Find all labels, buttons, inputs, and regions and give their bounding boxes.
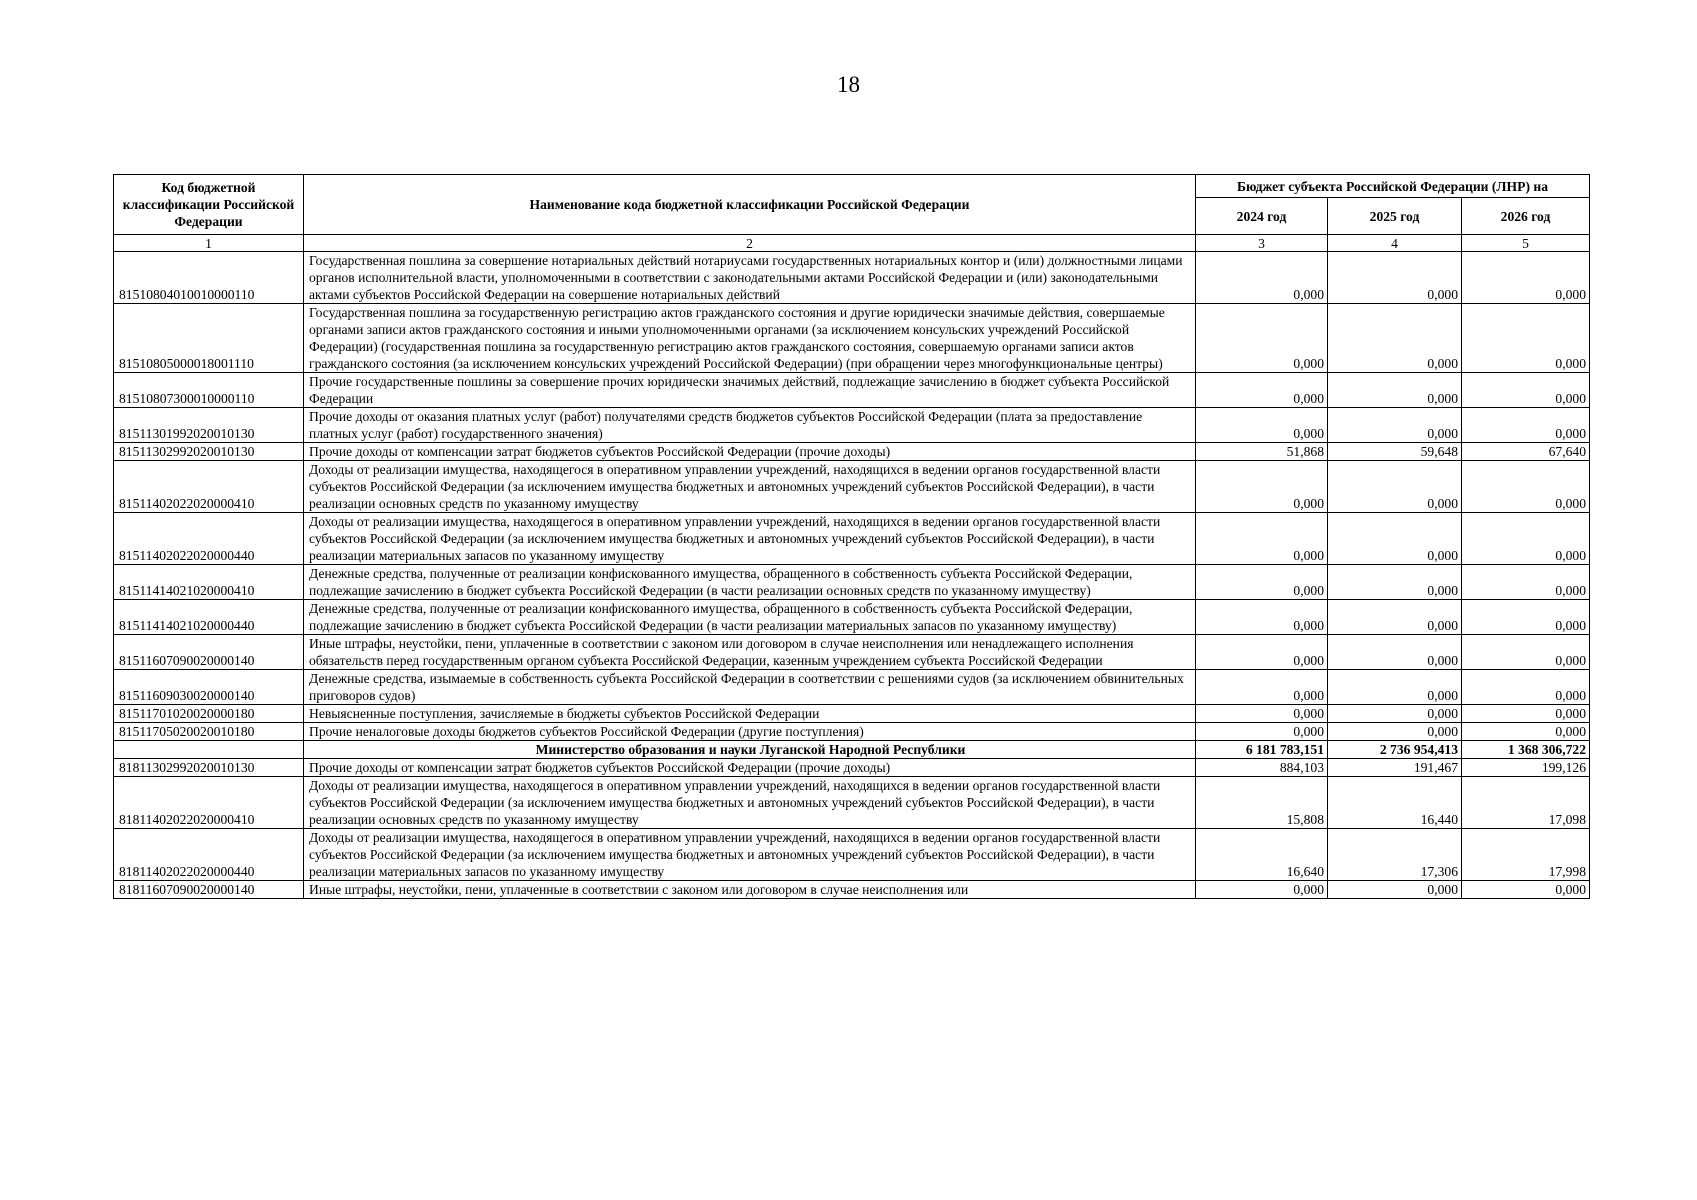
table-row [114, 373, 1590, 408]
row-value-2026: 0,000 [1462, 705, 1590, 723]
row-code: 81510804010010000110 [114, 252, 304, 304]
table-row [114, 600, 1590, 635]
row-name: Иные штрафы, неустойки, пени, уплаченные в соответствии с законом или договором в случае неисполнения или ненадлежащего исполнения обязательств перед государственным органом субъекта Российской Федерации, казенным учреждением субъекта Российской Федерации [304, 635, 1196, 670]
row-value-2025: 0,000 [1328, 373, 1462, 408]
row-value-2024: 0,000 [1196, 252, 1328, 304]
row-value-2026: 0,000 [1462, 565, 1590, 600]
column-number: 4 [1328, 235, 1462, 252]
header-year-2025: 2025 год [1328, 198, 1462, 235]
row-code: 81511705020020010180 [114, 723, 304, 741]
row-value-2025: 191,467 [1328, 759, 1462, 777]
row-code: 81511414021020000410 [114, 565, 304, 600]
row-value-2026: 0,000 [1462, 513, 1590, 565]
row-value-2024: 0,000 [1196, 705, 1328, 723]
table-row [114, 461, 1590, 513]
row-value-2024: 6 181 783,151 [1196, 741, 1328, 759]
row-name: Доходы от реализации имущества, находящегося в оперативном управлении учреждений, находящихся в ведении органов государственной власти субъектов Российской Федерации (за исключением имущества бюджетных и автономных учреждений субъектов Российской Федерации), в части реализации основных средств по указанному имуществу [304, 461, 1196, 513]
row-name [304, 881, 1196, 899]
row-name: Прочие неналоговые доходы бюджетов субъектов Российской Федерации (другие поступления) [304, 723, 1196, 741]
row-code: 81511402022020000410 [114, 461, 304, 513]
table-row [114, 759, 1590, 777]
column-number: 5 [1462, 235, 1590, 252]
row-code: 81811402022020000410 [114, 777, 304, 829]
row-value-2025: 16,440 [1328, 777, 1462, 829]
row-value-2025: 0,000 [1328, 461, 1462, 513]
row-value-2026: 0,000 [1462, 304, 1590, 373]
row-name: Невыясненные поступления, зачисляемые в бюджеты субъектов Российской Федерации [304, 705, 1196, 723]
row-name: Прочие доходы от компенсации затрат бюджетов субъектов Российской Федерации (прочие доходы) [304, 443, 1196, 461]
row-value-2024: 0,000 [1196, 565, 1328, 600]
row-value-2024: 0,000 [1196, 600, 1328, 635]
row-value-2026: 17,098 [1462, 777, 1590, 829]
row-value-2025: 0,000 [1328, 705, 1462, 723]
row-code: 81511701020020000180 [114, 705, 304, 723]
row-value-2026: 1 368 306,722 [1462, 741, 1590, 759]
row-name: Денежные средства, полученные от реализации конфискованного имущества, обращенного в собственность субъекта Российской Федерации, подлежащие зачислению в бюджет субъекта Российской Федерации (в части реализации основных средств по указанному имуществу) [304, 565, 1196, 600]
table-row [114, 252, 1590, 304]
row-code: 81511402022020000440 [114, 513, 304, 565]
table-row [114, 705, 1590, 723]
row-value-2024: 0,000 [1196, 723, 1328, 741]
table-row [114, 443, 1590, 461]
row-value-2025: 0,000 [1328, 635, 1462, 670]
row-code: 81811302992020010130 [114, 759, 304, 777]
table-row [114, 777, 1590, 829]
row-value-2026: 0,000 [1462, 373, 1590, 408]
row-code: 81511607090020000140 [114, 635, 304, 670]
budget-table [113, 174, 1590, 899]
row-value-2026: 199,126 [1462, 759, 1590, 777]
row-value-2024: 16,640 [1196, 829, 1328, 881]
header-code-column: Код бюджетной классификации Российской Федерации [114, 175, 304, 235]
row-value-2025: 0,000 [1328, 670, 1462, 705]
row-value-2026: 17,998 [1462, 829, 1590, 881]
row-value-2024: 0,000 [1196, 881, 1328, 899]
row-name: Доходы от реализации имущества, находящегося в оперативном управлении учреждений, находящихся в ведении органов государственной власти субъектов Российской Федерации (за исключением имущества бюджетных и автономных учреждений субъектов Российской Федерации), в части реализации материальных запасов по указанному имуществу [304, 513, 1196, 565]
row-name: Доходы от реализации имущества, находящегося в оперативном управлении учреждений, находящихся в ведении органов государственной власти субъектов Российской Федерации (за исключением имущества бюджетных и автономных учреждений субъектов Российской Федерации), в части реализации материальных запасов по указанному имуществу [304, 829, 1196, 881]
row-code: 81811402022020000440 [114, 829, 304, 881]
row-value-2026: 0,000 [1462, 408, 1590, 443]
row-code: 81510805000018001110 [114, 304, 304, 373]
page-number: 18 [837, 72, 860, 97]
row-value-2024: 0,000 [1196, 670, 1328, 705]
row-value-2024: 15,808 [1196, 777, 1328, 829]
row-value-2026: 0,000 [1462, 723, 1590, 741]
table-body [114, 252, 1590, 899]
table-row [114, 881, 1590, 899]
table-row [114, 408, 1590, 443]
row-value-2025: 0,000 [1328, 565, 1462, 600]
column-number: 3 [1196, 235, 1328, 252]
row-code: 81811607090020000140 [114, 881, 304, 899]
row-name: Государственная пошлина за совершение нотариальных действий нотариусами государственных нотариальных контор и (или) должностными лицами органов исполнительной власти, уполномоченными в соответствии с законодательными актами Российской Федерации и (или) законодательными актами субъектов Российской Федерации на совершение нотариальных действий [304, 252, 1196, 304]
section-row [114, 741, 1590, 759]
header-year-2024: 2024 год [1196, 198, 1328, 235]
table-row [114, 565, 1590, 600]
table-row [114, 670, 1590, 705]
table-row [114, 635, 1590, 670]
row-value-2024: 0,000 [1196, 373, 1328, 408]
row-name: Государственная пошлина за государственную регистрацию актов гражданского состояния и другие юридически значимые действия, совершаемые органами записи актов гражданского состояния и иными уполномоченными органами (за исключением консульских учреждений Российской Федерации) (государственная пошлина за государственную регистрацию актов гражданского состояния, совершаемую органами записи актов гражданского состояния (за исключением консульских учреждений Российской Федерации) (при обращении через многофункциональные центры) [304, 304, 1196, 373]
row-value-2025: 17,306 [1328, 829, 1462, 881]
row-value-2026: 0,000 [1462, 461, 1590, 513]
row-value-2024: 0,000 [1196, 513, 1328, 565]
row-name-text: Иные штрафы, неустойки, пени, уплаченные в соответствии с законом или договором в случае неисполнения или [309, 882, 969, 897]
row-value-2024: 884,103 [1196, 759, 1328, 777]
row-value-2025: 0,000 [1328, 252, 1462, 304]
header-year-2026: 2026 год [1462, 198, 1590, 235]
row-code [114, 741, 304, 759]
column-number: 1 [114, 235, 304, 252]
row-value-2025: 0,000 [1328, 600, 1462, 635]
row-code: 81510807300010000110 [114, 373, 304, 408]
row-value-2024: 0,000 [1196, 635, 1328, 670]
row-value-2025: 0,000 [1328, 723, 1462, 741]
row-name: Денежные средства, полученные от реализации конфискованного имущества, обращенного в собственность субъекта Российской Федерации, подлежащие зачислению в бюджет субъекта Российской Федерации (в части реализации материальных запасов по указанному имуществу) [304, 600, 1196, 635]
row-value-2026: 0,000 [1462, 600, 1590, 635]
row-value-2026: 0,000 [1462, 670, 1590, 705]
row-value-2024: 51,868 [1196, 443, 1328, 461]
row-name: Прочие государственные пошлины за совершение прочих юридически значимых действий, подлежащие зачислению в бюджет субъекта Российской Федерации [304, 373, 1196, 408]
row-code: 81511302992020010130 [114, 443, 304, 461]
section-title: Министерство образования и науки Луганской Народной Республики [304, 741, 1196, 759]
row-value-2024: 0,000 [1196, 461, 1328, 513]
row-code: 81511609030020000140 [114, 670, 304, 705]
row-name: Доходы от реализации имущества, находящегося в оперативном управлении учреждений, находящихся в ведении органов государственной власти субъектов Российской Федерации (за исключением имущества бюджетных и автономных учреждений субъектов Российской Федерации), в части реализации основных средств по указанному имуществу [304, 777, 1196, 829]
row-value-2025: 59,648 [1328, 443, 1462, 461]
table-row [114, 829, 1590, 881]
row-value-2026: 67,640 [1462, 443, 1590, 461]
row-value-2026: 0,000 [1462, 881, 1590, 899]
row-value-2024: 0,000 [1196, 408, 1328, 443]
row-value-2026: 0,000 [1462, 252, 1590, 304]
table-header [114, 175, 1590, 252]
column-number: 2 [304, 235, 1196, 252]
row-value-2025: 0,000 [1328, 513, 1462, 565]
column-number-row [114, 235, 1590, 252]
row-value-2025: 0,000 [1328, 881, 1462, 899]
row-value-2025: 0,000 [1328, 408, 1462, 443]
header-name-column: Наименование кода бюджетной классификации Российской Федерации [304, 175, 1196, 235]
table-row [114, 513, 1590, 565]
row-value-2024: 0,000 [1196, 304, 1328, 373]
table-row [114, 304, 1590, 373]
row-code: 81511414021020000440 [114, 600, 304, 635]
row-value-2025: 2 736 954,413 [1328, 741, 1462, 759]
row-value-2026: 0,000 [1462, 635, 1590, 670]
row-name: Прочие доходы от компенсации затрат бюджетов субъектов Российской Федерации (прочие доходы) [304, 759, 1196, 777]
row-code: 81511301992020010130 [114, 408, 304, 443]
row-name: Денежные средства, изымаемые в собственность субъекта Российской Федерации в соответствии с решениями судов (за исключением обвинительных приговоров судов) [304, 670, 1196, 705]
row-value-2025: 0,000 [1328, 304, 1462, 373]
table-row [114, 723, 1590, 741]
header-budget-group: Бюджет субъекта Российской Федерации (ЛНР) на [1196, 175, 1590, 198]
row-name: Прочие доходы от оказания платных услуг (работ) получателями средств бюджетов субъектов Российской Федерации (плата за предоставление платных услуг (работ) государственного значения) [304, 408, 1196, 443]
